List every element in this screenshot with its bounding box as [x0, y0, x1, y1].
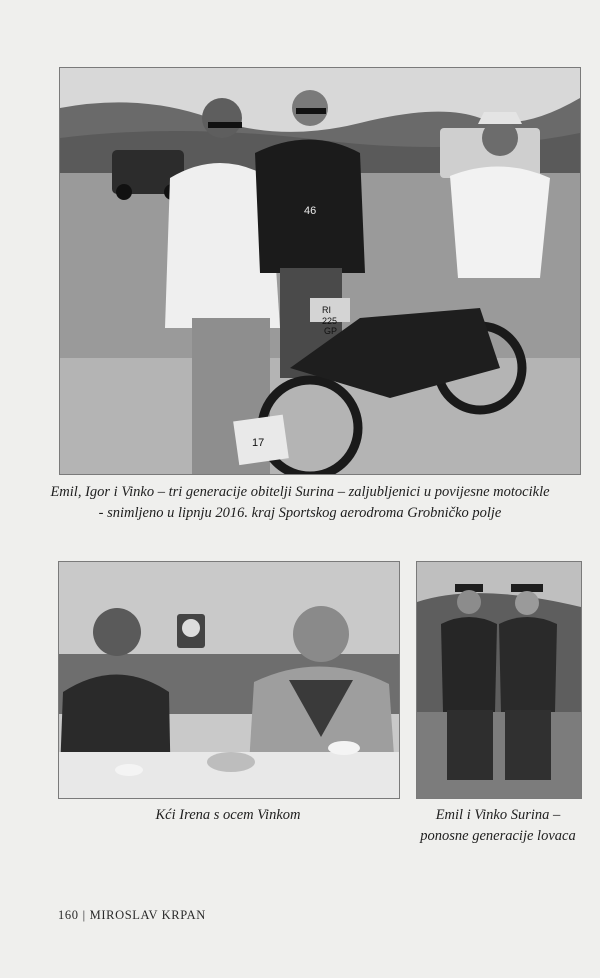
- race-number-text: 17: [252, 437, 265, 449]
- photo-irena-vinko: [58, 561, 400, 799]
- shirt-number-text: 46: [304, 205, 317, 217]
- license-plate-text-2: 225: [322, 316, 338, 326]
- license-plate-text-3: GP: [324, 326, 338, 336]
- page-footer: [58, 908, 206, 923]
- caption-bottom-right-line1: Emil i Vinko Surina –: [435, 807, 561, 823]
- page-number: 160: [58, 908, 79, 922]
- caption-bottom-left-text: Kći Irena s ocem Vinkom: [155, 807, 301, 823]
- caption-bottom-right: [410, 805, 586, 847]
- photo-motorcycles: [59, 67, 581, 475]
- footer-author: MIROSLAV KRPAN: [89, 908, 206, 922]
- photo-hunters-image: [417, 562, 581, 798]
- caption-bottom-right-line2: ponosne generacije lovaca: [420, 828, 576, 844]
- caption-top-line2: - snimljeno u lipnju 2016. kraj Sportskog aerodroma Grobničko polje: [98, 505, 502, 521]
- license-plate-text-1: RI: [322, 305, 331, 315]
- footer-separator: |: [82, 908, 86, 922]
- caption-top: [40, 482, 560, 524]
- photo-motorcycles-image: [60, 68, 580, 474]
- caption-bottom-left: [58, 805, 398, 826]
- photo-hunters: [416, 561, 582, 799]
- photo-irena-vinko-image: [59, 562, 399, 798]
- caption-top-line1: Emil, Igor i Vinko – tri generacije obitelji Surina – zaljubljenici u povijesne motocikle: [50, 484, 550, 500]
